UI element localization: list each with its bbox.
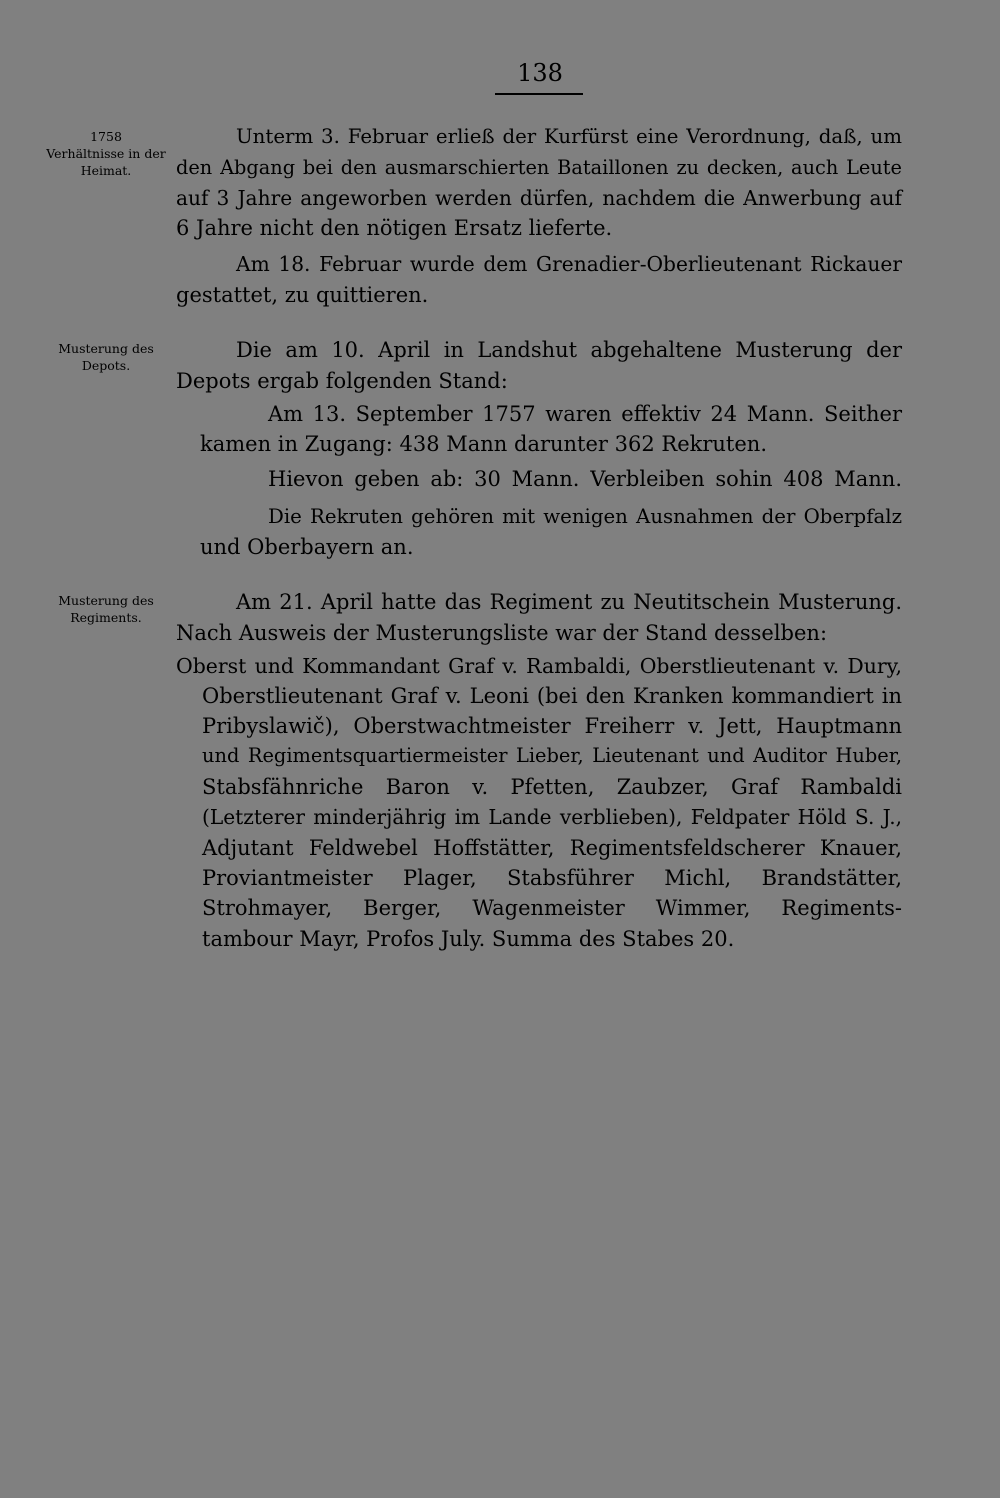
margin-note-line: Verhältnisse in der xyxy=(46,146,166,161)
text-line: und Regimentsquartiermeister Lieber, Lieutenant und Auditor Huber, xyxy=(202,744,902,767)
text-line: auf 3 Jahre angeworben werden dürfen, nachdem die Anwerbung auf xyxy=(176,186,902,210)
margin-note-regiments xyxy=(44,592,168,626)
text-line: Adjutant Feldwebel Hoffstätter, Regimentsfeldscherer Knauer, xyxy=(202,836,902,860)
text-line: Die Rekruten gehören mit wenigen Ausnahmen der Oberpfalz xyxy=(268,505,902,528)
text-line: Stabsfähnriche Baron v. Pfetten, Zaubzer, Graf Rambaldi xyxy=(202,775,902,799)
text-line: Nach Ausweis der Musterungsliste war der Stand desselben: xyxy=(176,621,828,645)
margin-note-line: Depots. xyxy=(81,358,131,373)
margin-note-line: Regiments. xyxy=(70,610,142,625)
margin-note-heimat xyxy=(44,128,168,179)
page-number: 138 xyxy=(517,59,563,87)
text-line: Depots ergab folgenden Stand: xyxy=(176,369,508,393)
text-line: Proviantmeister Plager, Stabsführer Michl, Brandstätter, xyxy=(202,866,902,890)
text-line: Oberstlieutenant Graf v. Leoni (bei den Kranken kommandiert in xyxy=(202,684,902,708)
text-line: Am 21. April hatte das Regiment zu Neutitschein Musterung. xyxy=(236,590,902,614)
margin-note-depots xyxy=(44,340,168,374)
text-line: Oberst und Kommandant Graf v. Rambaldi, Oberstlieutenant v. Dury, xyxy=(176,654,902,678)
text-line: Am 18. Februar wurde dem Grenadier-Oberlieutenant Rickauer xyxy=(236,252,902,276)
text-line: kamen in Zugang: 438 Mann darunter 362 Rekruten. xyxy=(200,432,767,456)
margin-note-line: Musterung des xyxy=(58,341,154,356)
page-number-rule xyxy=(495,93,583,95)
text-line: gestattet, zu quittieren. xyxy=(176,283,429,307)
margin-note-line: 1758 xyxy=(90,129,122,144)
text-line: den Abgang bei den ausmarschierten Bataillonen zu decken, auch Leute xyxy=(176,156,902,179)
margin-note-line: Musterung des xyxy=(58,593,154,608)
text-line: Am 13. September 1757 waren effektiv 24 Mann. Seither xyxy=(268,402,902,426)
text-line: (Letzterer minderjährig im Lande verblieben), Feldpater Höld S. J., xyxy=(202,805,902,829)
text-line: und Oberbayern an. xyxy=(200,535,414,559)
text-line: Unterm 3. Februar erließ der Kurfürst eine Verordnung, daß, um xyxy=(236,125,902,148)
text-line: tambour Mayr, Profos July. Summa des Stabes 20. xyxy=(202,927,735,951)
text-line: Pribyslawič), Oberstwachtmeister Freiherr v. Jett, Hauptmann xyxy=(202,714,902,738)
margin-note-line: Heimat. xyxy=(80,163,132,178)
text-line: Strohmayer, Berger, Wagenmeister Wimmer, Regiments- xyxy=(202,896,902,920)
text-line: 6 Jahre nicht den nötigen Ersatz lieferte. xyxy=(176,216,613,240)
text-line: Die am 10. April in Landshut abgehaltene Musterung der xyxy=(236,338,902,362)
text-line: Hievon geben ab: 30 Mann. Verbleiben sohin 408 Mann. xyxy=(268,467,902,491)
